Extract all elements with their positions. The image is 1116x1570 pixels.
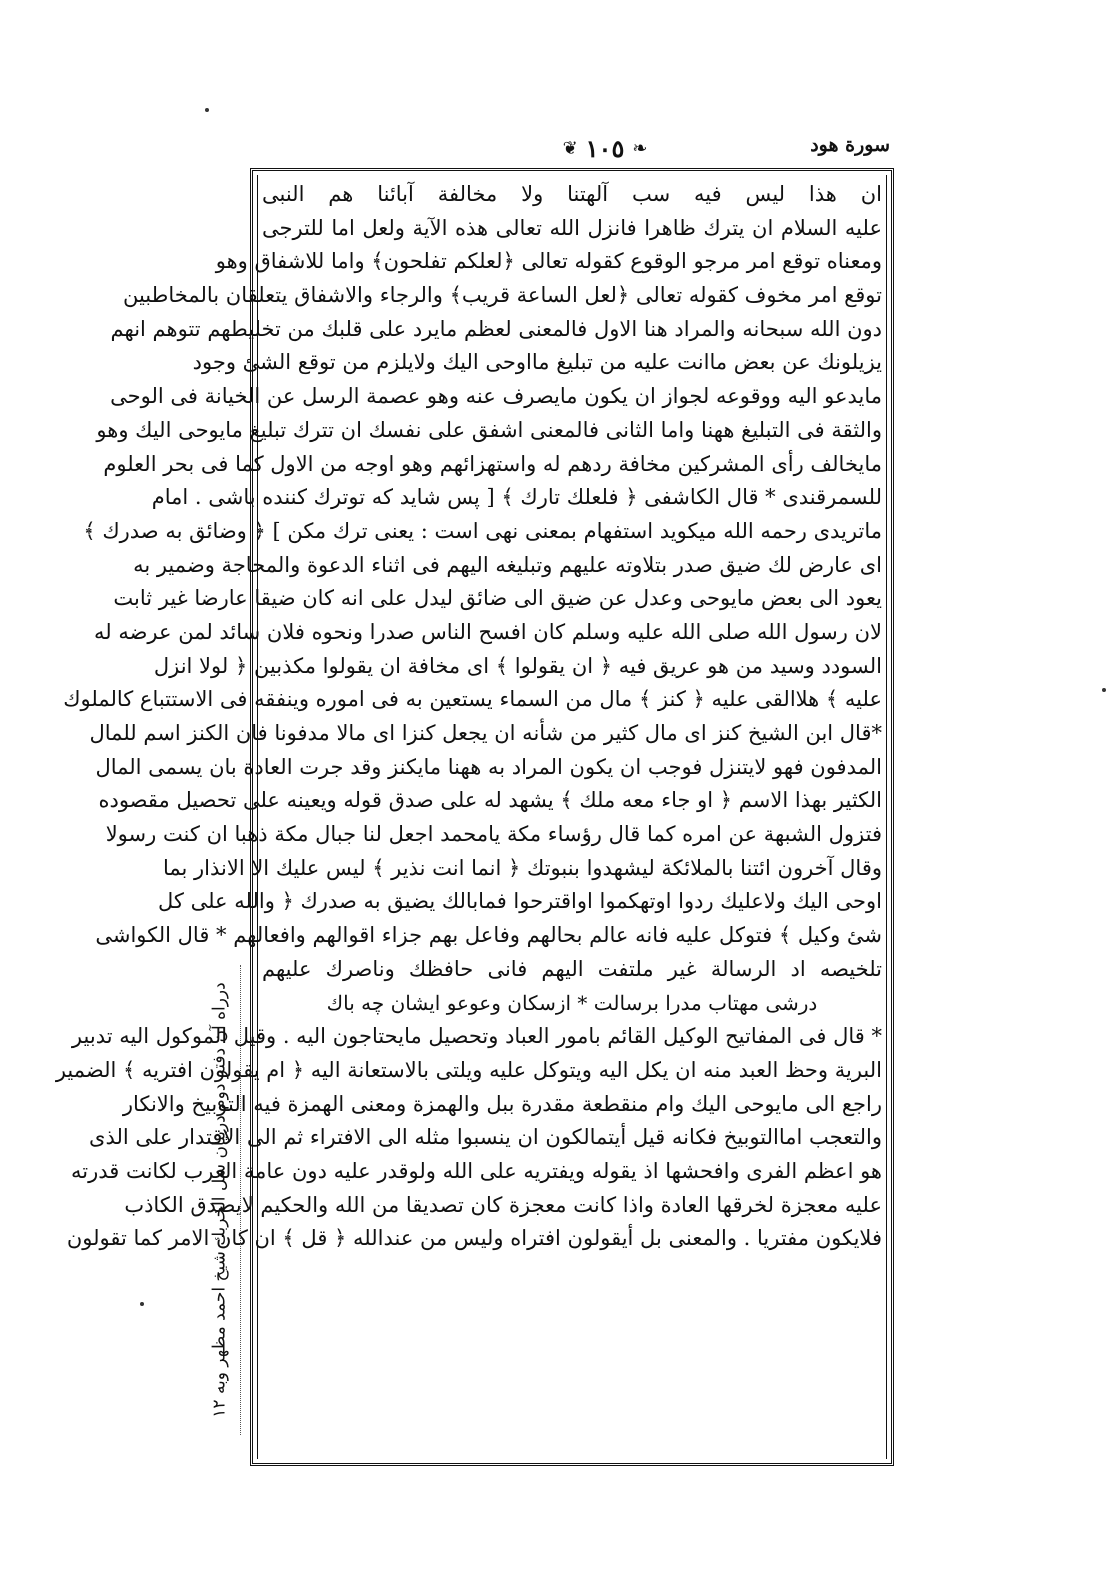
text-line: يعود الى بعض مايوحى وعدل عن ضيق الى ضائق ليدل على انه كان ضيقا عارضا غير ثابت <box>113 586 882 611</box>
text-line: ان هذا ليس فيه سب آلهتنا ولا مخالفة آبائنا هم النبى <box>262 182 882 206</box>
text-line: المدفون فهو لايتنزل فوجب ان يكون المراد به ههنا مايكنز وقد جرت العادة بان يسمى المال <box>95 754 882 779</box>
ink-speck <box>205 108 209 112</box>
text-line: والثقة فى التبليغ ههنا واما الثانى فالمعنى اشفق على نفسك ان تترك تبليغ مايوحى اليك وهو <box>96 417 882 442</box>
text-line: مايدعو اليه ووقوعه لجواز ان يكون مايصرف عنه وهو عصمة الرسل عن الخيانة فى الوحى <box>110 384 882 409</box>
text-line: * قال فى المفاتيح الوكيل القائم بامور العباد وتحصيل مايحتاجون اليه . وقيل الموكول اليه تدبير <box>71 1024 882 1049</box>
text-line: الكثير بهذا الاسم ﴿ او جاء معه ملك ﴾ يشهد له على صدق قوله ويعينه على تحصيل مقصوده <box>98 788 882 813</box>
surah-name: سورة هود <box>810 134 890 156</box>
text-line: اوحى اليك ولاعليك ردوا اوتهكموا اواقترحوا فمابالك يضيق به صدرك ﴿ والله على كل <box>158 889 882 914</box>
page-number-ornament <box>545 130 665 166</box>
text-line: عليه معجزة لخرقها العادة واذا كانت معجزة كان تصديقا من الله والحكيم لايصدق الكاذب <box>124 1192 882 1217</box>
text-line: اى عارض لك ضيق صدر بتلاوته عليهم وتبليغه اليهم فى اثناء الدعوة والمحاجة وضمير به <box>133 552 882 577</box>
ink-speck <box>1102 688 1106 692</box>
text-line: عليه ﴾ هلاالقى عليه ﴿ كنز ﴾ مال من السماء يستعين به فى اموره وينفقه فى الاستتباع كالملوك <box>63 687 882 712</box>
text-line: لان رسول الله صلى الله عليه وسلم كان افسح الناس صدرا ونحوه فلان سائد لمن عرضه له <box>93 619 882 644</box>
ornament-right-icon: ❧ <box>632 137 648 159</box>
text-line: فتزول الشبهة عن امره كما قال رؤساء مكة يامحمد اجعل لنا جبال مكة ذهبا ان كنت رسولا <box>105 822 882 847</box>
text-line: للسمرقندى * قال الكاشفى ﴿ فلعلك تارك ﴾ [ پس شايد كه توترك كننده باشى . امام <box>151 485 882 510</box>
text-line: تلخيصه اد الرسالة غير ملتفت اليهم فانى حافظك وناصرك عليهم <box>262 956 882 981</box>
text-line: مايخالف رأى المشركين مخافة ردهم له واستهزائهم وهو اوجه من الاول كما فى بحر العلوم <box>103 451 882 476</box>
page-header <box>250 130 890 166</box>
text-line: راجع الى مايوحى اليك وام منقطعة مقدرة ببل والهمزة ومعنى الهمزة فيه التوبيخ والانكار <box>122 1091 882 1116</box>
text-line: البرية وحظ العبد منه ان يكل اليه ويتوكل عليه ويلتى بالاستعانة اليه ﴿ ام يقولون افتريه ﴾ الضمير <box>55 1057 882 1082</box>
text-line: والتعجب اماالتوبيخ فكانه قيل أيتمالكون ان ينسبوا مثله الى الافتراء ثم الى الاقتدار على الذى <box>89 1125 882 1150</box>
text-line: دون الله سبحانه والمراد هنا الاول فالمعنى لعظم مايرد على قلبك من تخليطهم تتوهم انهم <box>110 316 882 341</box>
text-line: يزيلونك عن بعض ماانت عليه من تبليغ مااوحى اليك ولايلزم من توقع الشئ وجود <box>192 350 882 375</box>
ornament-left-icon: ❦ <box>562 137 578 159</box>
text-line: فلايكون مفتريا . والمعنى بل أيقولون افتراه وليس من عندالله ﴿ قل ﴾ ان كان الامر كما تقولون <box>66 1226 882 1251</box>
margin-note-rule <box>240 965 242 1435</box>
text-line: وقال آخرون ائتنا بالملائكة ليشهدوا بنبوتك ﴿ انما انت نذير ﴾ ليس عليك الا الانذار بما <box>162 855 882 880</box>
text-line: ومعناه توقع امر مرجو الوقوع كقوله تعالى ﴿لعلكم تفلحون﴾ واما للاشفاق وهو <box>215 249 882 274</box>
text-line: السودد وسيد من هو عريق فيه ﴿ ان يقولوا ﴾ اى مخافة ان يقولوا مكذبين ﴿ لولا انزل <box>153 653 882 678</box>
ink-speck <box>140 1302 144 1306</box>
text-line: ماتريدى رحمه الله ميكويد استفهام بمعنى نهى است : يعنى ترك مكن ] ﴿ وضائق به صدرك ﴾ <box>83 518 882 543</box>
text-line: *قال ابن الشيخ كنز اى مال كثير من شأنه ان يجعل كنزا اى مالا مدفونا فان الكنز اسم للمال <box>89 721 882 745</box>
page-number: ١٠٥ <box>585 133 625 163</box>
text-line: هو اعظم الفرى وافحشها اذ يقوله ويفتريه على الله ولوقدر عليه دون عامة العرب لكانت قدرته <box>70 1158 882 1183</box>
verse-line: درشى مهتاب مدرا برسالت * ازسكان وعوعو ايشان چه باك <box>326 990 818 1015</box>
margin-note <box>200 965 240 1435</box>
text-line: عليه السلام ان يترك ظاهرا فانزل الله تعالى هذه الآية ولعل اما للترجى <box>262 215 882 240</box>
text-line: توقع امر مخوف كقوله تعالى ﴿لعل الساعة قريب﴾ والرجاء والاشفاق يتعلقان بالمخاطبين <box>122 283 882 308</box>
text-line: شئ وكيل ﴾ فتوكل عليه فانه عالم بحالهم وفاعل بهم جزاء اقوالهم وافعالهم * قال الكواشى <box>95 923 882 948</box>
margin-note-text: درراه آن دفتر دوم درييان سل الخربك شيخ احمد مظهر وبه ۱۲ <box>210 982 231 1418</box>
